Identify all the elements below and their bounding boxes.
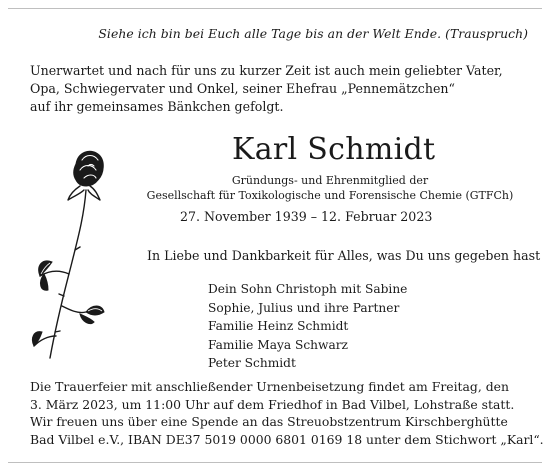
motto-quote: Siehe ich bin bei Euch alle Tage bis an der Welt Ende. (Trauspruch) (98, 26, 528, 41)
deceased-name: Karl Schmidt (232, 132, 436, 167)
list-item: Dein Sohn Christoph mit Sabine (208, 282, 408, 296)
service-line: Bad Vilbel e.V., IBAN DE37 5019 0000 6801 0169 18 unter dem Stichwort „Karl“. (30, 431, 544, 447)
rose-icon (28, 146, 110, 364)
role-line: Gründungs- und Ehrenmitglied der (231, 174, 429, 187)
list-item: Familie Heinz Schmidt (208, 319, 349, 333)
gratitude-line: In Liebe und Dankbarkeit für Alles, was Du uns gegeben hast (147, 248, 541, 263)
service-info (30, 378, 544, 448)
intro-line: Unerwartet und nach für uns zu kurzer Zeit ist auch mein geliebter Vater, (30, 63, 503, 78)
life-dates: 27. November 1939 – 12. Februar 2023 (180, 209, 433, 224)
role-text (130, 173, 530, 203)
intro-text (30, 62, 503, 116)
list-item: Familie Maya Schwarz (208, 337, 348, 352)
intro-line: Opa, Schwiegervater und Onkel, seiner Ehefrau „Pennemätzchen“ (30, 81, 455, 96)
mourners-list (208, 280, 407, 373)
role-line: Gesellschaft für Toxikologische und Forensische Chemie (GTFCh) (146, 189, 514, 202)
service-line: Die Trauerfeier mit anschließender Urnenbeisetzung findet am Freitag, den (30, 379, 509, 394)
service-line: 3. März 2023, um 11:00 Uhr auf dem Friedhof in Bad Vilbel, Lohstraße statt. (30, 396, 515, 412)
service-line: Wir freuen uns über eine Spende an das Streuobstzentrum Kirschberghütte (30, 414, 508, 429)
list-item: Peter Schmidt (208, 356, 296, 370)
intro-line: auf ihr gemeinsames Bänkchen gefolgt. (30, 99, 284, 114)
list-item: Sophie, Julius und ihre Partner (208, 300, 400, 315)
